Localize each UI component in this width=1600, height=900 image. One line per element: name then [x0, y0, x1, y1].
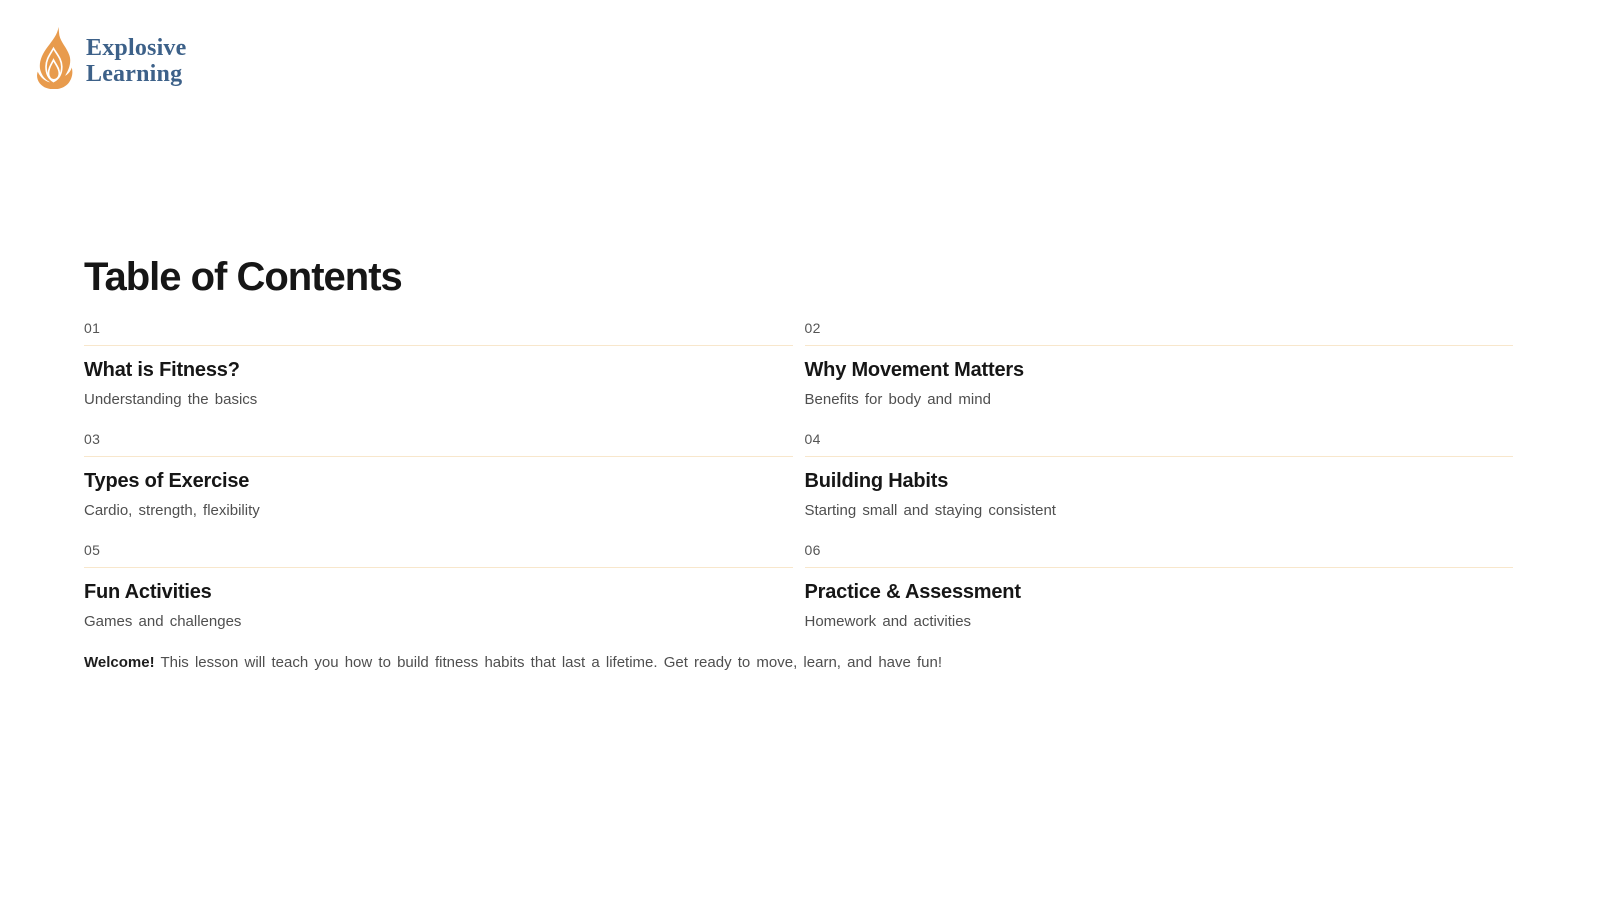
- toc-item-why-movement-matters[interactable]: [805, 320, 1514, 408]
- toc-item-building-habits[interactable]: [805, 431, 1514, 519]
- toc-item-what-is-fitness[interactable]: [84, 320, 793, 408]
- toc-item-subtitle: Cardio, strength, flexibility: [84, 502, 260, 519]
- toc-divider: [84, 345, 793, 346]
- toc-item-subtitle: Homework and activities: [804, 613, 972, 630]
- toc-item-subtitle: Benefits for body and mind: [804, 391, 991, 408]
- toc-item-title: Fun Activities: [84, 581, 212, 603]
- toc-item-title: What is Fitness?: [84, 359, 240, 381]
- brand-name: [86, 26, 186, 87]
- brand-name-line2: Learning: [86, 61, 183, 87]
- toc-item-number: 06: [804, 542, 821, 558]
- toc-item-number: 02: [804, 320, 821, 336]
- welcome-note: [84, 654, 1513, 671]
- page-title: Table of Contents: [84, 255, 402, 299]
- toc-item-number: 04: [804, 431, 821, 447]
- toc-divider: [805, 456, 1514, 457]
- welcome-text: This lesson will teach you how to build fitness habits that last a lifetime. Get ready to move, learn, and have fun!: [154, 654, 943, 671]
- toc-item-subtitle: Starting small and staying consistent: [804, 502, 1056, 519]
- toc-divider: [84, 456, 793, 457]
- welcome-lead: Welcome!: [84, 654, 155, 671]
- toc-item-title: Types of Exercise: [84, 470, 250, 492]
- toc-grid: [84, 320, 1513, 653]
- toc-item-title: Building Habits: [804, 470, 949, 492]
- toc-divider: [84, 567, 793, 568]
- toc-item-fun-activities[interactable]: [84, 542, 793, 630]
- flame-icon: [30, 26, 77, 89]
- toc-section: [84, 255, 1513, 671]
- toc-item-number: 01: [84, 320, 101, 336]
- toc-item-subtitle: Understanding the basics: [84, 391, 258, 408]
- toc-divider: [805, 345, 1514, 346]
- toc-divider: [805, 567, 1514, 568]
- toc-item-types-of-exercise[interactable]: [84, 431, 793, 519]
- toc-item-title: Practice & Assessment: [804, 581, 1021, 603]
- toc-item-number: 03: [84, 431, 101, 447]
- brand-logo: [30, 26, 186, 89]
- toc-item-subtitle: Games and challenges: [84, 613, 242, 630]
- brand-name-line1: Explosive: [86, 35, 187, 61]
- toc-item-title: Why Movement Matters: [804, 359, 1024, 381]
- toc-item-number: 05: [84, 542, 101, 558]
- toc-item-practice-assessment[interactable]: [805, 542, 1514, 630]
